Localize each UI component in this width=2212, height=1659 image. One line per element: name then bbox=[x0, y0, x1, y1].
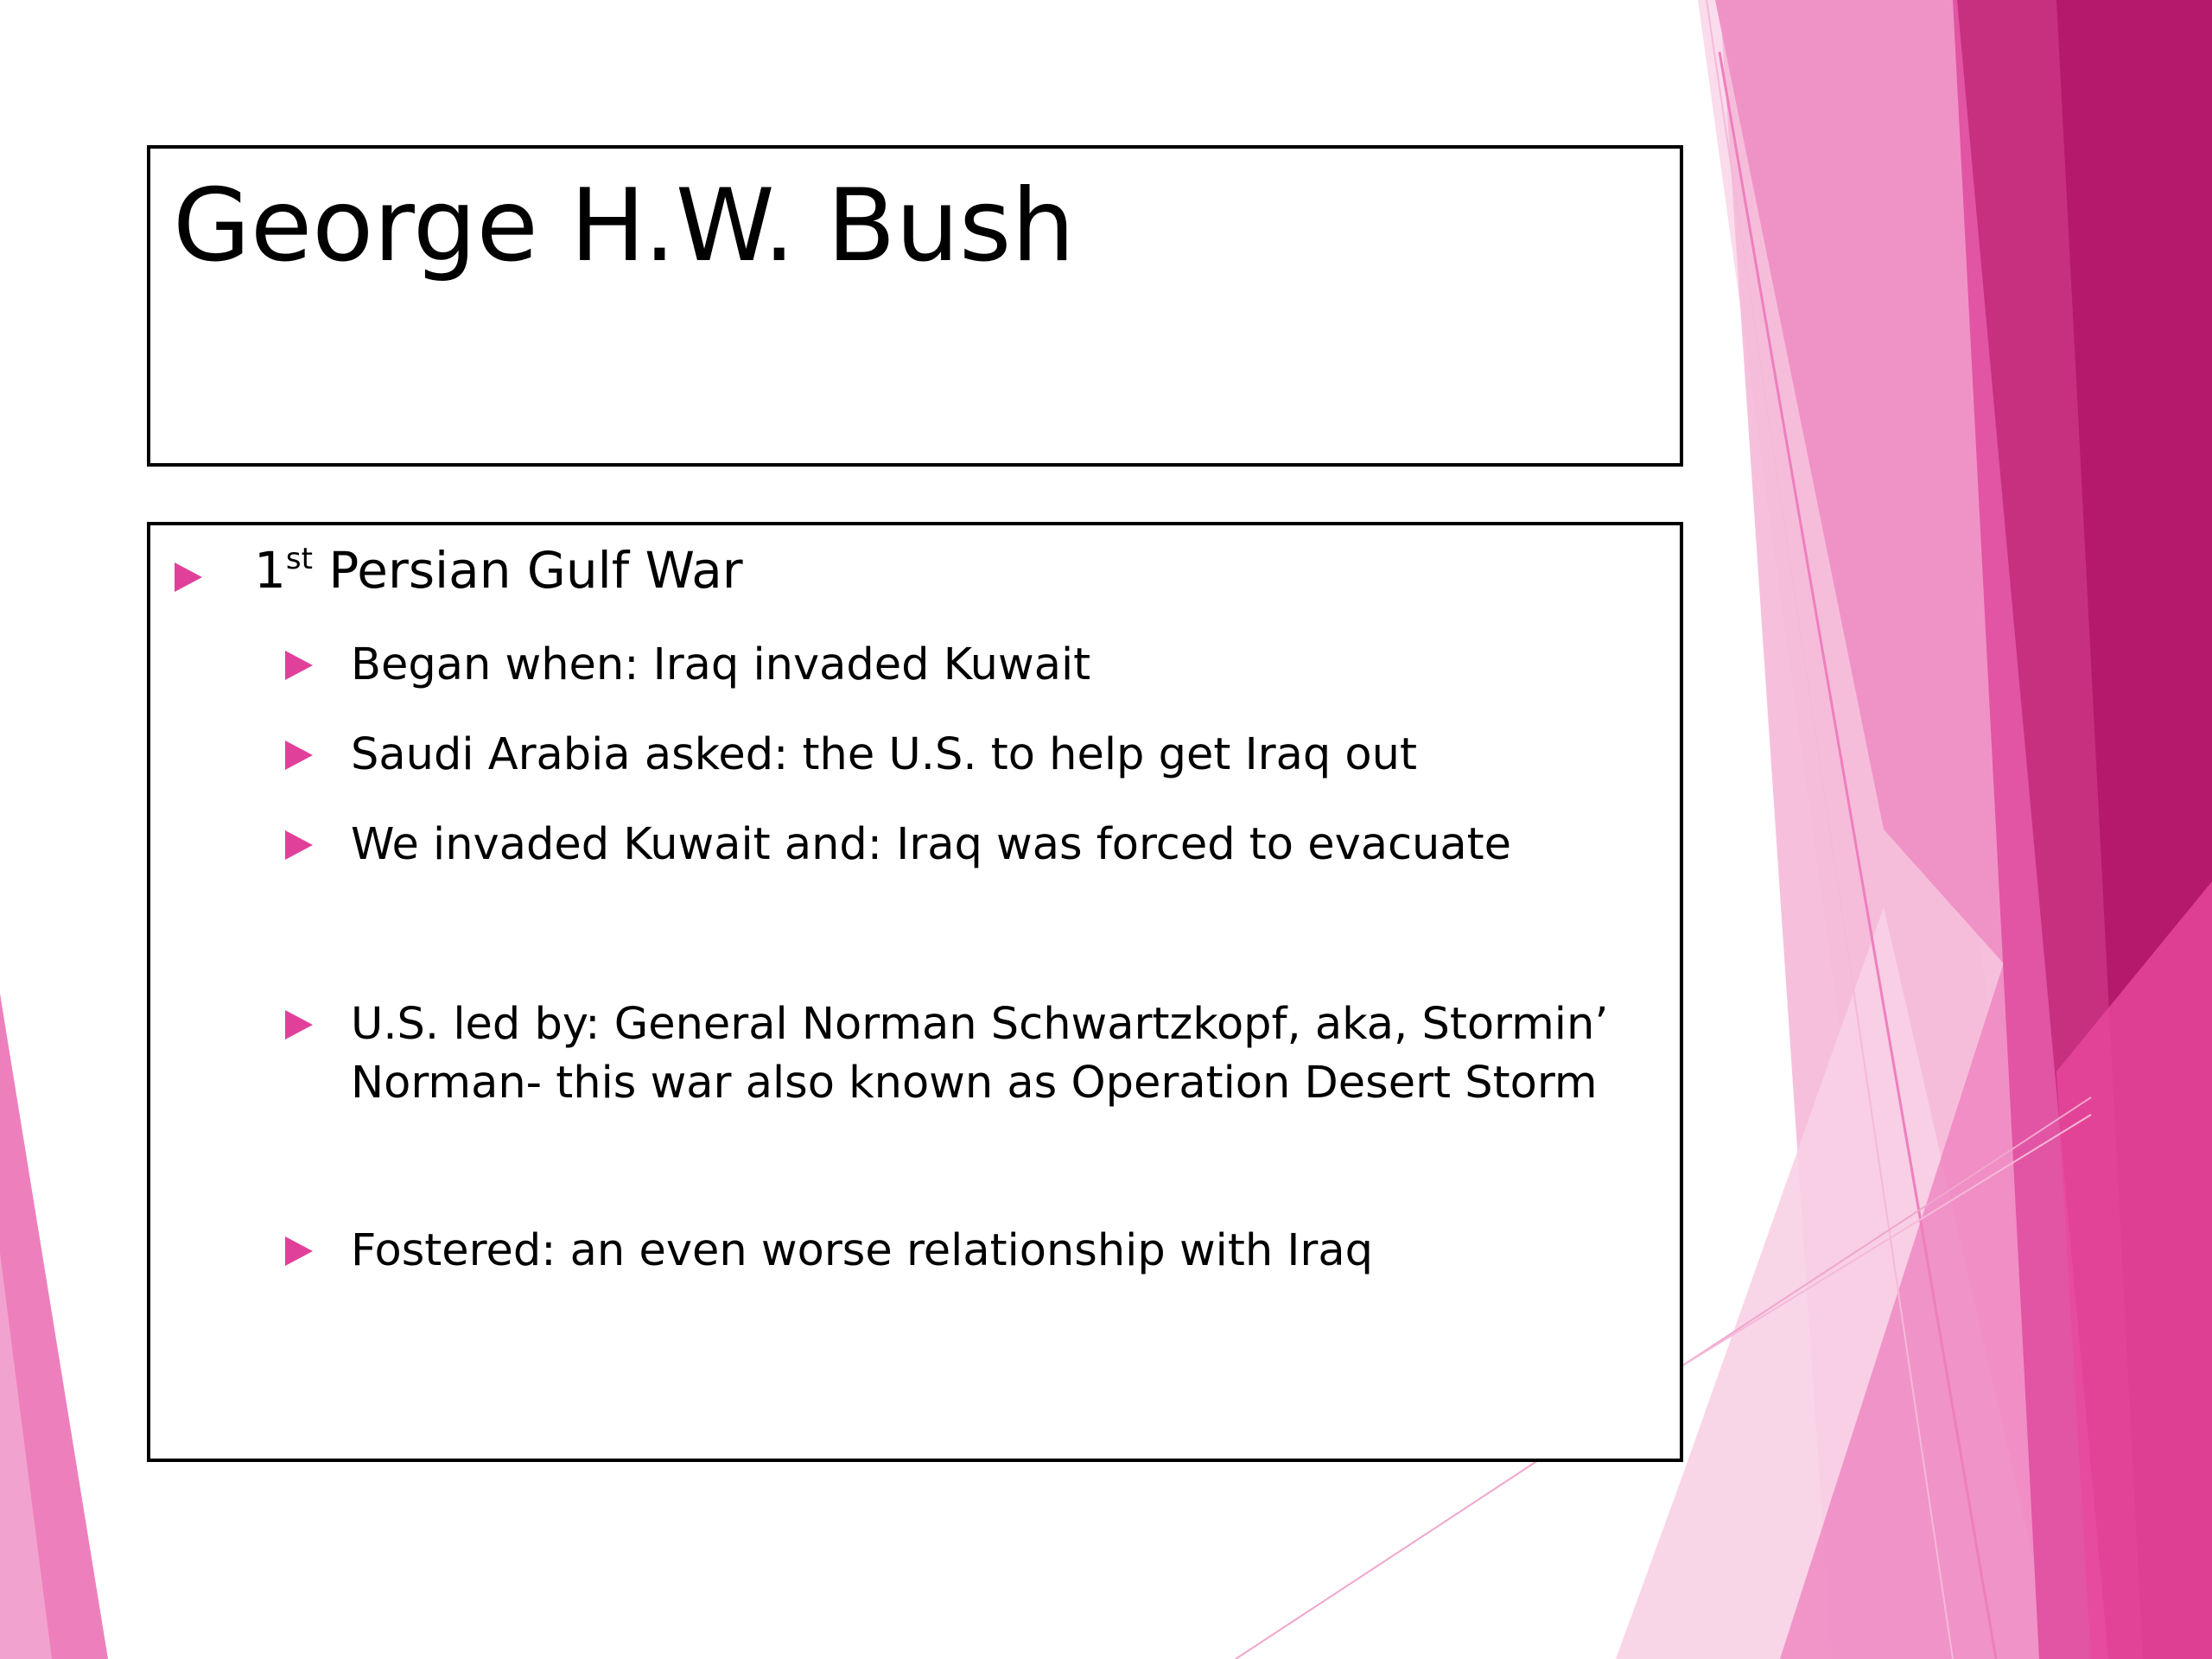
bullet-arrow-icon bbox=[285, 1236, 313, 1266]
sub-bullet-text-line-1: U.S. led by: General Norman Schwartzkopf, aka, Stormin’ bbox=[351, 999, 1609, 1050]
sub-bullet-text: Saudi Arabia asked: the U.S. to help get Iraq out bbox=[351, 729, 1417, 780]
slide-title: George H.W. Bush bbox=[173, 168, 1075, 284]
bullet-arrow-icon bbox=[285, 741, 313, 770]
content-box bbox=[147, 522, 1683, 1462]
main-bullet-text bbox=[254, 541, 743, 601]
main-bullet-label: Persian Gulf War bbox=[312, 541, 743, 600]
title-box bbox=[147, 145, 1683, 467]
sub-bullet-text: We invaded Kuwait and: Iraq was forced to evacuate bbox=[351, 819, 1512, 870]
bullet-number: 1 bbox=[254, 541, 286, 600]
bullet-arrow-icon bbox=[285, 830, 313, 860]
bullet-arrow-icon bbox=[175, 563, 202, 592]
ordinal-suffix: st bbox=[285, 542, 313, 576]
sub-bullet-text: Fostered: an even worse relationship with Iraq bbox=[351, 1225, 1373, 1276]
sub-bullet-text-line-2: Norman- this war also known as Operation Desert Storm bbox=[351, 1058, 1598, 1109]
bullet-arrow-icon bbox=[285, 651, 313, 680]
sub-bullet-text: Began when: Iraq invaded Kuwait bbox=[351, 639, 1091, 690]
bullet-arrow-icon bbox=[285, 1010, 313, 1039]
